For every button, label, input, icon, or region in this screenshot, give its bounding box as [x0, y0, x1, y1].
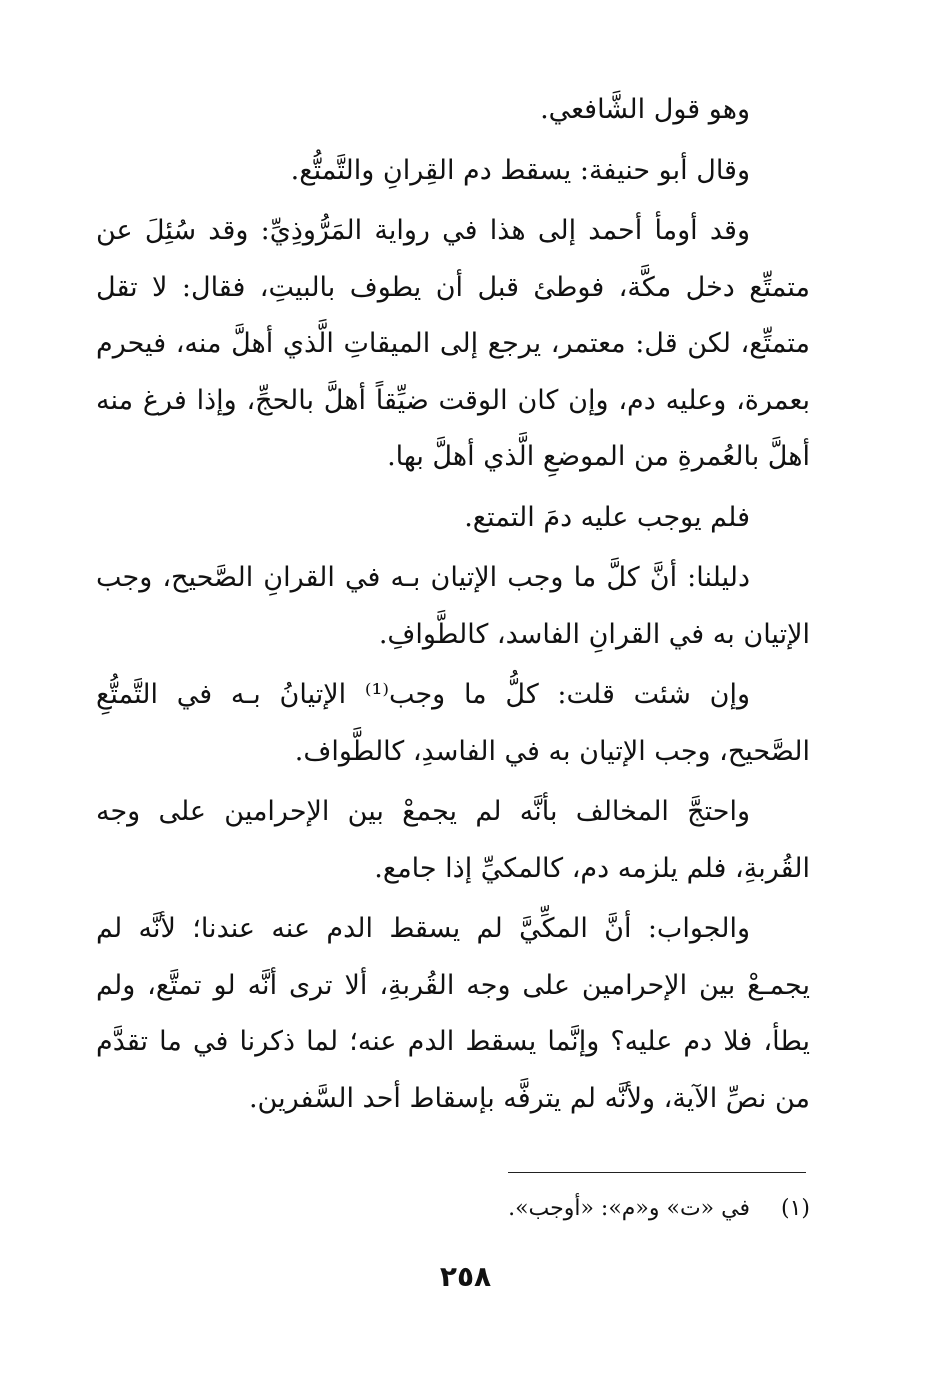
main-text [96, 82, 810, 1131]
paragraph-7: واحتجَّ المخالف بأنَّه لم يجمعْ بين الإحرامين على وجه القُربةِ، فلم يلزمه دم، كالمكيِّ إذا جامع. [96, 796, 810, 884]
footnote-number: (١) [780, 1196, 810, 1221]
paragraph-8: والجواب: أنَّ المكِّيَّ لم يسقط الدم عنه عندنا؛ لأنَّه لم يجمـعْ بين الإحرامين على وجه القُربةِ، ألا ترى أنَّه لو تمتَّع، ولم يطأ، فلا دم عليه؟ وإنَّما يسقط الدم عنه؛ لما ذكرنا في ما تقدَّم من نصِّ الآية، ولأنَّه لم يترفَّه بإسقاط أحد السَّفرين. [96, 913, 810, 1114]
paragraph-3: وقد أومأ أحمد إلى هذا في رواية المَرُّوذِيِّ: وقد سُئِلَ عن متمتِّع دخل مكَّة، فوطئ قبل أن يطوف بالبيتِ، فقال: لا تقل متمتِّع، لكن قل: معتمر، يرجع إلى الميقاتِ الَّذي أهلَّ منه، فيحرم بعمرة، وعليه دم، وإن كان الوقت ضيِّقاً أهلَّ بالحجِّ، وإذا فرغ منه أهلَّ بالعُمرةِ من الموضعِ الَّذي أهلَّ بها. [96, 215, 810, 472]
paragraph-1: وهو قول الشَّافعي. [540, 94, 750, 125]
footnote [360, 1192, 810, 1226]
footnote-text: في «ت» و«م»: «أوجب». [508, 1196, 750, 1221]
paragraph-4: فلم يوجب عليه دمَ التمتع. [464, 501, 750, 533]
paragraph-5: دليلنا: أنَّ كلَّ ما وجب الإتيان بـه في القرانِ الصَّحيح، وجب الإتيان به في القرانِ الفاسد، كالطَّوافِ. [96, 562, 810, 650]
paragraph-2: وقال أبو حنيفة: يسقط دم القِرانِ والتَّمتُّع. [290, 154, 750, 186]
footnote-divider [508, 1172, 806, 1173]
paragraph-6: وإن شئت قلت: كلُّ ما وجب⁽¹⁾ الإتيانُ بـه في التَّمتُّعِ الصَّحيح، وجب الإتيان به في الفاسدِ، كالطَّواف. [96, 679, 810, 767]
page-number: ٢٥٨ [439, 1260, 492, 1293]
